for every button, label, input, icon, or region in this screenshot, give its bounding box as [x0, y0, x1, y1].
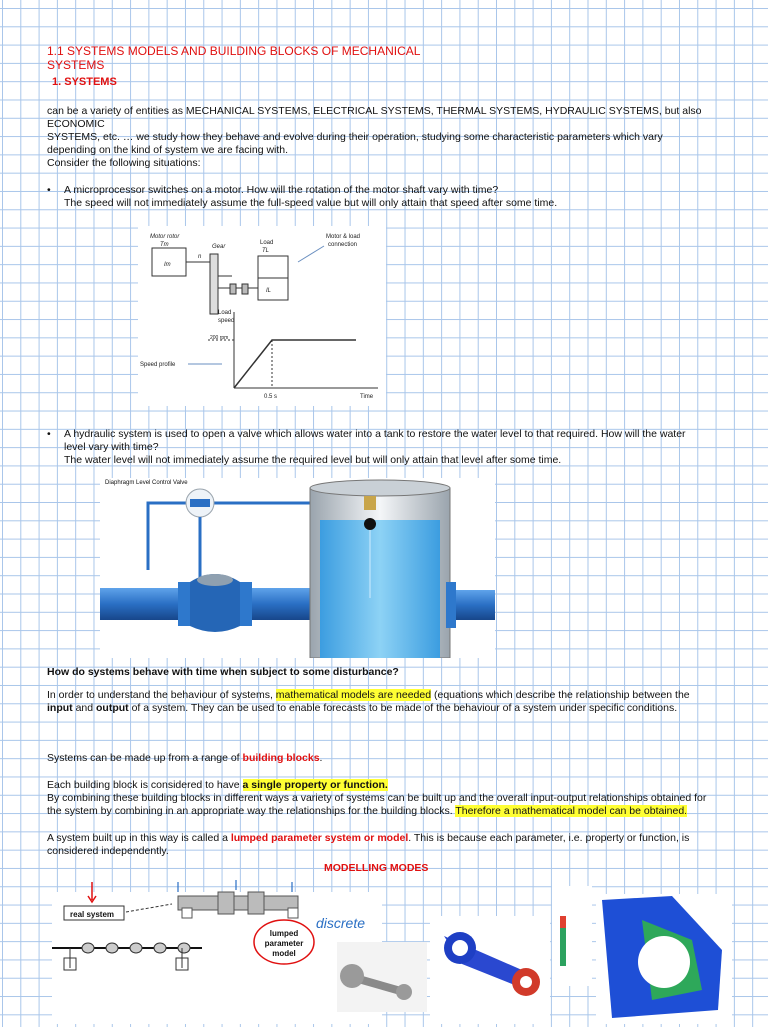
svg-text:connection: connection	[328, 242, 358, 248]
highlight-models-needed: mathematical models are needed	[275, 689, 432, 701]
highlight-single-property: a single property or function.	[242, 779, 388, 791]
consider-text: Consider the following situations:	[47, 157, 201, 169]
motor-load-figure	[138, 226, 386, 406]
svg-text:model: model	[272, 949, 296, 958]
svg-text:Load: Load	[260, 240, 274, 246]
highlight-model-obtained: Therefore a mathematical model can be obtained.	[455, 805, 688, 817]
bullet-2: A hydraulic system is used to open a valve which allows water into a tank to restore the water level to that required. How will the water level vary with time? The water level will not immediately assume the required level but will only attain that level after some time.	[64, 428, 686, 466]
bullet-dot: •	[47, 428, 51, 440]
modelling-modes-figure	[52, 880, 732, 1024]
valve-caption: Diaphragm Level Control Valve	[105, 480, 188, 486]
bullet-dot: •	[47, 184, 51, 196]
real-system-label: real system	[70, 910, 115, 919]
hydraulic-tank-figure	[100, 478, 495, 658]
building-blocks-text: Systems can be made up from a range of building blocks.	[47, 752, 323, 764]
title-line-1: 1.1 SYSTEMS MODELS AND BUILDING BLOCKS OF MECHANICAL	[47, 44, 421, 58]
motor-rotor-label: Motor rotor	[150, 234, 180, 240]
hydraulic-diagram	[100, 478, 495, 658]
title-line-2: SYSTEMS	[47, 58, 105, 72]
svg-text:Load: Load	[218, 310, 232, 316]
connection-label: Motor & load	[326, 234, 361, 240]
modelling-modes-diagram	[52, 880, 732, 1024]
lumped-paragraph: A system built up in this way is called a lumped parameter system or model. This is because each parameter, i.e. property or function, is considered independently.	[47, 832, 690, 857]
svg-text:Time: Time	[360, 394, 374, 400]
modelling-modes-heading: MODELLING MODES	[324, 862, 429, 874]
lumped-term: lumped parameter system or model	[230, 832, 409, 844]
svg-text:IL: IL	[266, 288, 272, 294]
each-block-paragraph: Each building block is considered to have a single property or function. By combining these building blocks in different ways a variety of systems can be built up and the overall input-output relationships obtained for the system by combining in an appropriate way the relationships for the building blocks. Therefore a mathematical model can be obtained.	[47, 779, 707, 817]
svg-text:200 rpm: 200 rpm	[210, 335, 229, 341]
intro-paragraph: can be a variety of entities as MECHANICAL SYSTEMS, ELECTRICAL SYSTEMS, THERMAL SYSTEMS, HYDRAULIC SYSTEMS, but also ECONOMIC SYSTEMS, etc. … we study how they behave and evolve during their operation, studying some characteristic parameters which vary depending on the kind of system we are facing with.	[47, 105, 702, 156]
svg-text:parameter: parameter	[264, 939, 304, 948]
svg-text:Gear: Gear	[212, 244, 226, 250]
section-heading: 1. SYSTEMS	[52, 76, 117, 88]
svg-text:speed: speed	[218, 318, 235, 324]
lumped-model-label: lumped	[269, 929, 299, 938]
motor-load-diagram	[138, 226, 386, 406]
building-blocks-term: building blocks	[242, 752, 320, 764]
question-heading: How do systems behave with time when subject to some disturbance?	[47, 666, 399, 678]
models-paragraph: In order to understand the behaviour of systems, mathematical models are needed (equations which describe the relationship between the input and output of a system. They can be used to enable forecasts to be made of the behaviour of a system under specific conditions.	[47, 689, 690, 714]
bullet-1: A microprocessor switches on a motor. How will the rotation of the motor shaft vary with time? The speed will not immediately assume the full-speed value but will only attain that speed after some time.	[64, 184, 558, 209]
discrete-label: discrete	[316, 915, 366, 931]
svg-text:n: n	[198, 254, 202, 260]
svg-text:0.5 s: 0.5 s	[264, 394, 278, 400]
page-title	[47, 44, 420, 72]
speed-profile-label: Speed profile	[140, 362, 176, 368]
svg-text:Tm: Tm	[160, 242, 169, 248]
svg-text:TL: TL	[262, 248, 270, 254]
svg-text:Im: Im	[164, 262, 171, 268]
